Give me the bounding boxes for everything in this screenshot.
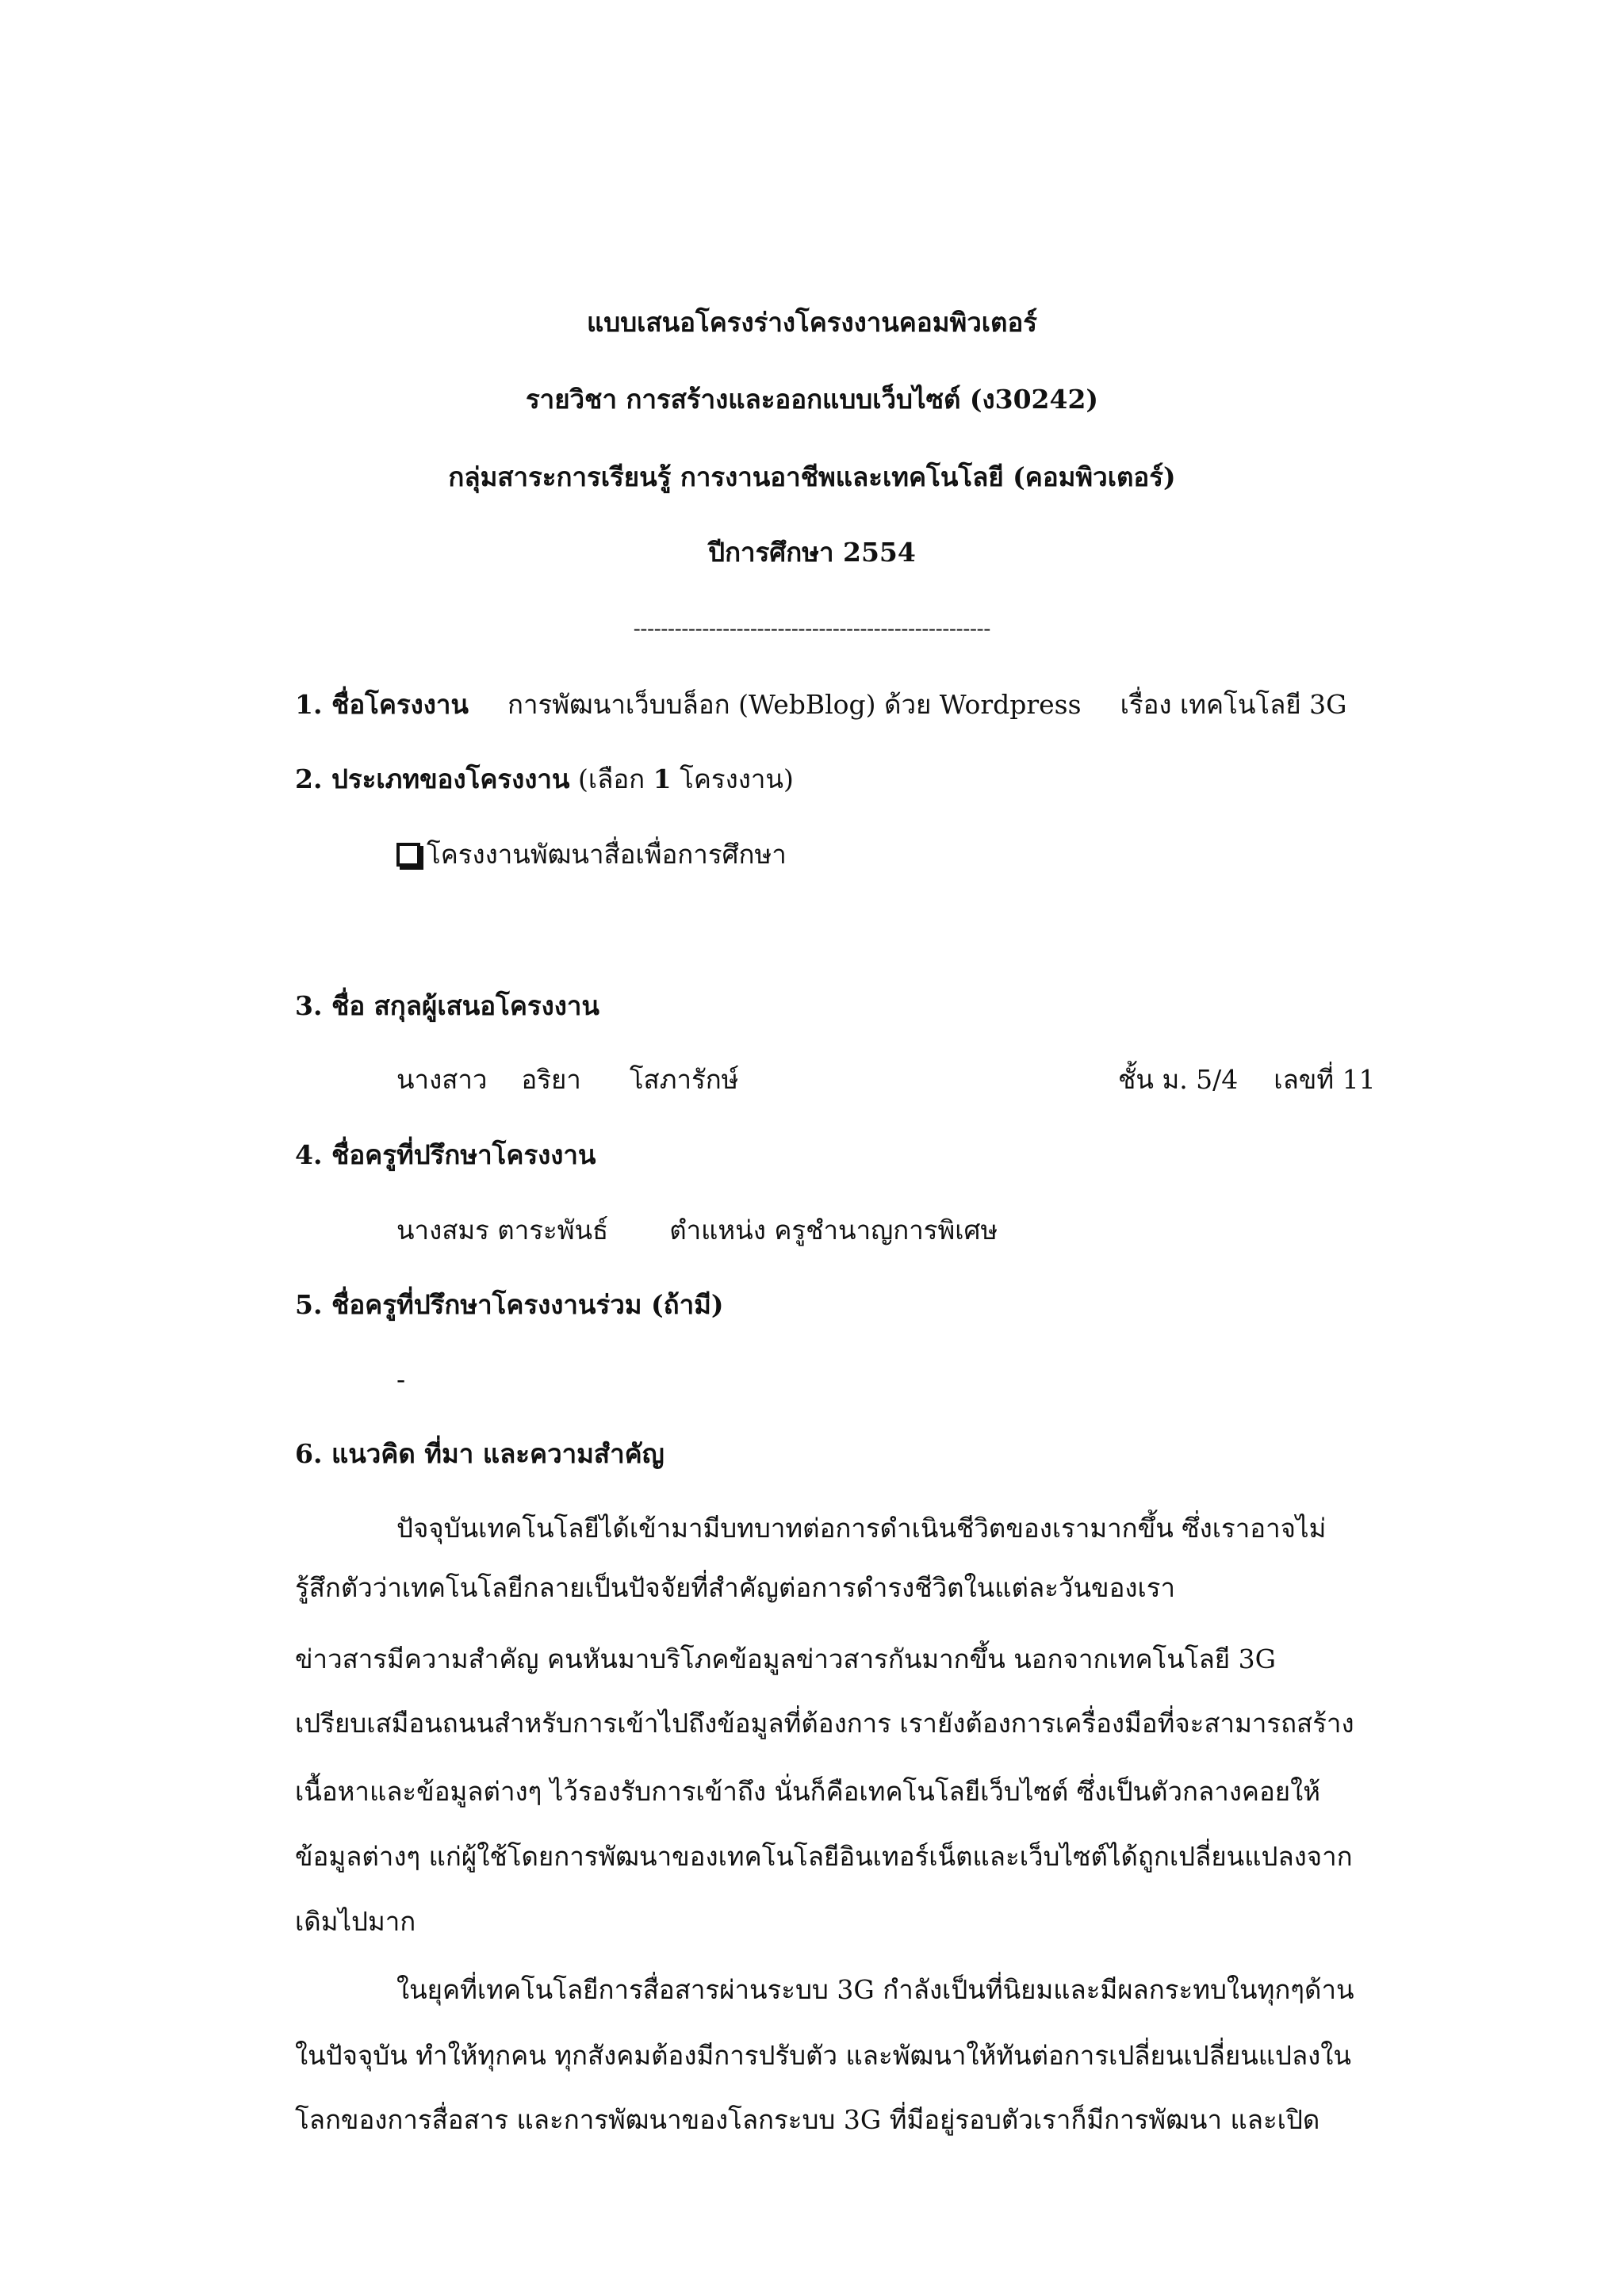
paragraph-line: ปัจจุบันเทคโนโลยีได้เข้ามามีบทบาทต่อการดำเนินชีวิตของเรามากขึ้น ซึ่งเราอาจไม่ xyxy=(396,1513,1327,1544)
section3-heading: 3. ชื่อ สกุลผู้เสนอโครงงาน xyxy=(295,990,599,1021)
checkbox-icon xyxy=(396,843,420,867)
project-type-label: โครงงานพัฒนาสื่อเพื่อการศึกษา xyxy=(427,839,787,870)
separator-line: ---------------------------------------------------- xyxy=(633,617,991,640)
advisor-position: ตำแหน่ง ครูชำนาญการพิเศษ xyxy=(669,1215,998,1246)
paragraph-line: ในปัจจุบัน ทำให้ทุกคน ทุกสังคมต้องมีการปรับตัว และพัฒนาให้ทันต่อการเปลี่ยนเปลี่ยนแปลงใน xyxy=(295,2040,1351,2071)
project-name: การพัฒนาเว็บบล็อก (WebBlog) ด้วย Wordpress xyxy=(508,689,1082,720)
advisor-name: นางสมร ตาระพันธ์ xyxy=(396,1215,609,1246)
section1-line xyxy=(295,687,1347,722)
section2-note-count: 1 xyxy=(653,763,672,794)
paragraph-line: ข่าวสารมีความสำคัญ คนหันมาบริโภคข้อมูลข่าวสารกันมากขึ้น นอกจากเทคโนโลยี 3G xyxy=(295,1644,1276,1674)
proposer-first-name: อริยา xyxy=(521,1064,581,1095)
topic-value: เทคโนโลยี 3G xyxy=(1180,689,1347,720)
co-advisor-value: - xyxy=(396,1364,406,1395)
proposer-name xyxy=(396,1062,738,1097)
paragraph-line: รู้สึกตัวว่าเทคโนโลยีกลายเป็นปัจจัยที่สำคัญต่อการดำรงชีวิตในแต่ละวันของเรา xyxy=(295,1572,1176,1603)
advisor-line xyxy=(396,1213,998,1248)
proposer-class: ชั้น ม. 5/4 xyxy=(1118,1064,1239,1095)
section6-heading: 6. แนวคิด ที่มา และความสำคัญ xyxy=(295,1438,665,1469)
paragraph-line: โลกของการสื่อสาร และการพัฒนาของโลกระบบ 3G ที่มีอยู่รอบตัวเราก็มีการพัฒนา และเปิด xyxy=(295,2104,1320,2135)
paragraph-line: เปรียบเสมือนถนนสำหรับการเข้าไปถึงข้อมูลที่ต้องการ เรายังต้องการเครื่องมือที่จะสามารถสร้าง xyxy=(295,1708,1354,1739)
proposer-last-name: โสภารักษ์ xyxy=(629,1064,739,1095)
paragraph-line: ในยุคที่เทคโนโลยีการสื่อสารผ่านระบบ 3G กำลังเป็นที่นิยมและมีผลกระทบในทุกๆด้าน xyxy=(396,1974,1354,2005)
paragraph-line: ข้อมูลต่างๆ แก่ผู้ใช้โดยการพัฒนาของเทคโนโลยีอินเทอร์เน็ตและเว็บไซต์ได้ถูกเปลี่ยนแปลงจาก xyxy=(295,1841,1353,1872)
document-title: แบบเสนอโครงร่างโครงงานคอมพิวเตอร์ xyxy=(587,307,1037,338)
section2-heading: 2. ประเภทของโครงงาน xyxy=(295,763,570,794)
proposer-number: เลขที่ 11 xyxy=(1274,1064,1376,1095)
topic-label: เรื่อง xyxy=(1120,689,1172,720)
academic-year-line: ปีการศึกษา 2554 xyxy=(708,537,916,568)
proposer-class-info xyxy=(1118,1062,1376,1097)
section2-note: (เลือก xyxy=(577,763,645,794)
section2-note-end: โครงงาน) xyxy=(680,763,794,794)
section5-heading: 5. ชื่อครูที่ปรึกษาโครงงานร่วม (ถ้ามี) xyxy=(295,1289,724,1320)
section2-line xyxy=(295,762,794,797)
paragraph-line: เดิมไปมาก xyxy=(295,1906,416,1937)
course-line: รายวิชา การสร้างและออกแบบเว็บไซต์ (ง30242) xyxy=(525,384,1099,415)
project-type-option xyxy=(396,837,787,872)
paragraph-line: เนื้อหาและข้อมูลต่างๆ ไว้รองรับการเข้าถึง นั่นก็คือเทคโนโลยีเว็บไซต์ ซึ่งเป็นตัวกลางคอยให้ xyxy=(295,1776,1320,1807)
section1-heading: 1. ชื่อโครงงาน xyxy=(295,689,469,720)
proposer-title: นางสาว xyxy=(396,1064,488,1095)
subject-group-line: กลุ่มสาระการเรียนรู้ การงานอาชีพและเทคโนโลยี (คอมพิวเตอร์) xyxy=(448,461,1176,492)
section4-heading: 4. ชื่อครูที่ปรึกษาโครงงาน xyxy=(295,1139,596,1170)
